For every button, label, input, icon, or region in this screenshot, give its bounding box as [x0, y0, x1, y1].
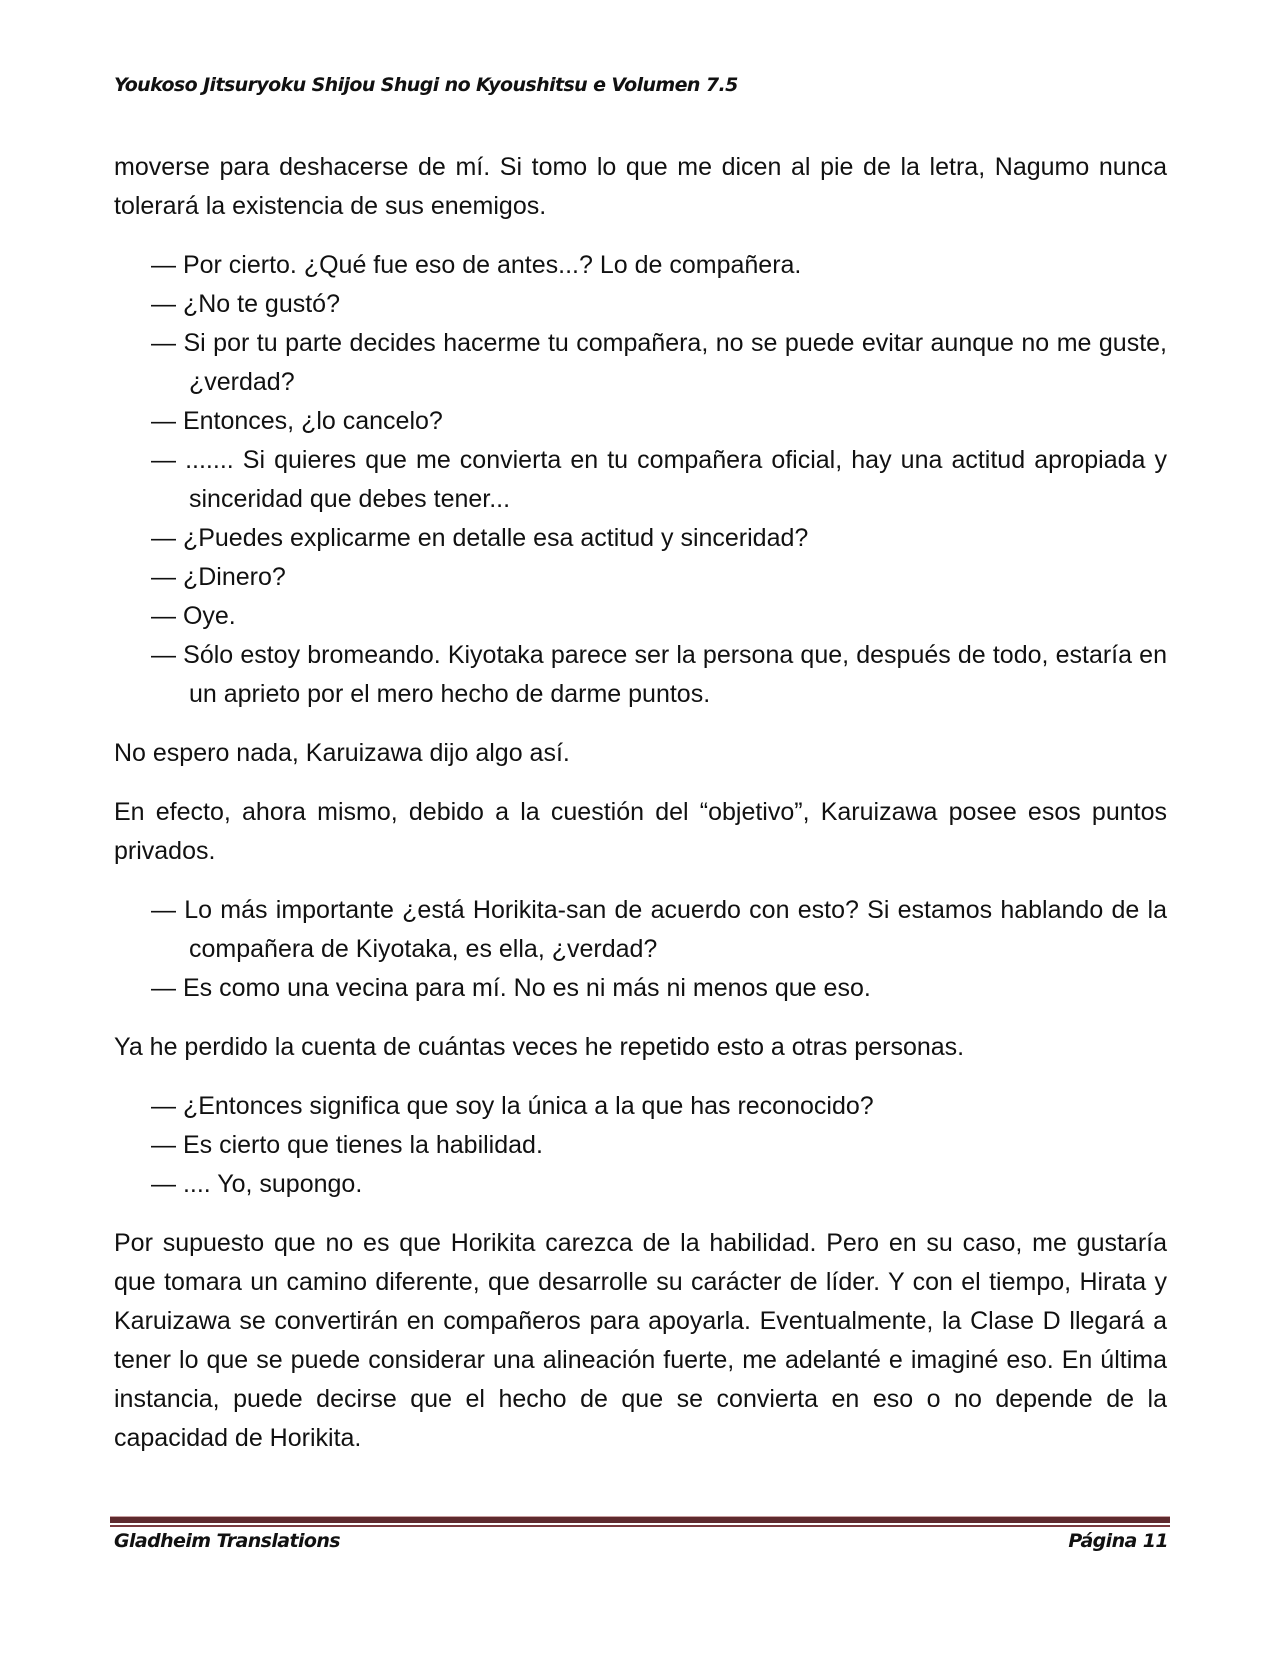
dialogue-line: — Es como una vecina para mí. No es ni más ni menos que eso. [151, 974, 871, 1002]
footer-rule-thin [110, 1525, 1170, 1527]
dialogue-line: — ....... Si quieres que me convierta en tu compañera oficial, hay una actitud apropiada y sinceridad que debes tener... [151, 446, 1167, 513]
page-body [114, 148, 1167, 1478]
dialogue-line: — ¿Entonces significa que soy la única a la que has reconocido? [151, 1092, 874, 1120]
dialogue-line: — Lo más importante ¿está Horikita-san de acuerdo con esto? Si estamos hablando de la compañera de Kiyotaka, es ella, ¿verdad? [151, 896, 1167, 963]
dialogue-line: — Por cierto. ¿Qué fue eso de antes...? Lo de compañera. [151, 251, 802, 279]
dialogue-list [114, 1087, 1167, 1204]
paragraph: Por supuesto que no es que Horikita carezca de la habilidad. Pero en su caso, me gustaría que tomara un camino diferente, que desarrolle su carácter de líder. Y con el tiempo, Hirata y Karuizawa se convertirán en compañeros para apoyarla. Eventualmente, la Clase D llegará a tener lo que se puede considerar una alineación fuerte, me adelanté e imaginé eso. En última instancia, puede decirse que el hecho de que se convierta en eso o no depende de la capacidad de Horikita. [114, 1229, 1167, 1452]
dialogue-line: — Es cierto que tienes la habilidad. [151, 1131, 543, 1159]
footer-translator: Gladheim Translations [114, 1530, 340, 1552]
dialogue-line: — ¿Puedes explicarme en detalle esa actitud y sinceridad? [151, 524, 809, 552]
paragraph: En efecto, ahora mismo, debido a la cuestión del “objetivo”, Karuizawa posee esos puntos privados. [114, 798, 1167, 865]
dialogue-list [114, 891, 1167, 1008]
dialogue-line: — ¿No te gustó? [151, 290, 340, 318]
footer-page-number: Página 11 [1068, 1530, 1168, 1552]
dialogue-line: — Oye. [151, 602, 236, 630]
dialogue-line: — .... Yo, supongo. [151, 1170, 363, 1198]
dialogue-line: — Entonces, ¿lo cancelo? [151, 407, 443, 435]
dialogue-line: — ¿Dinero? [151, 563, 286, 591]
dialogue-line: — Si por tu parte decides hacerme tu compañera, no se puede evitar aunque no me guste, ¿verdad? [151, 329, 1167, 396]
dialogue-list [114, 246, 1167, 714]
paragraph: No espero nada, Karuizawa dijo algo así. [114, 739, 570, 767]
running-header: Youkoso Jitsuryoku Shijou Shugi no Kyoushitsu e Volumen 7.5 [114, 74, 738, 96]
footer-rule [110, 1516, 1170, 1523]
dialogue-line: — Sólo estoy bromeando. Kiyotaka parece ser la persona que, después de todo, estaría en un aprieto por el mero hecho de darme puntos. [151, 641, 1167, 708]
paragraph: moverse para deshacerse de mí. Si tomo lo que me dicen al pie de la letra, Nagumo nunca tolerará la existencia de sus enemigos. [114, 153, 1167, 220]
paragraph: Ya he perdido la cuenta de cuántas veces he repetido esto a otras personas. [114, 1033, 965, 1061]
